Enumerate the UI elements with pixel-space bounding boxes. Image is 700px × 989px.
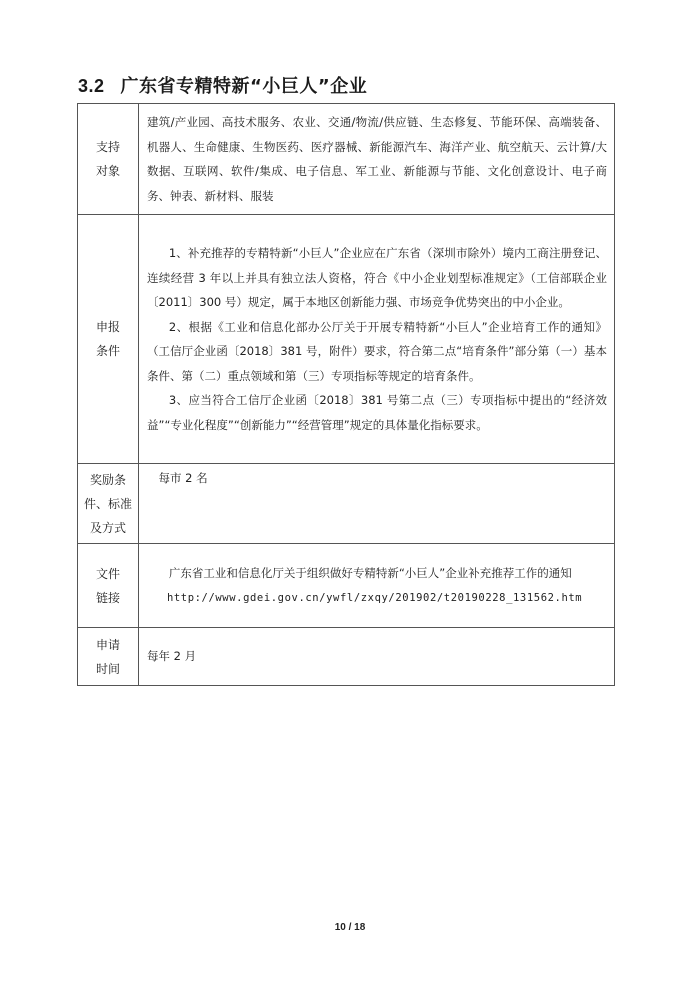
reward-text: 每市 2 名 bbox=[158, 471, 208, 485]
document-title: 广东省工业和信息化厅关于组织做好专精特新“小巨人”企业补充推荐工作的通知 bbox=[168, 566, 572, 580]
section-title: 广东省专精特新“小巨人”企业 bbox=[120, 76, 368, 97]
condition-paragraph-2: 2、根据《工业和信息化部办公厅关于开展专精特新“小巨人”企业培育工作的通知》（工信厅企业函〔2018〕381 号，附件）要求，符合第二点“培育条件”部分第（一）基本条件、第（二）重点领域和第（三）专项指标等规定的培育条件。 bbox=[147, 319, 607, 383]
label-line: 奖励条 bbox=[89, 473, 126, 487]
row-document-link bbox=[78, 544, 615, 628]
label-document-link bbox=[78, 544, 139, 628]
label-line: 申报 bbox=[95, 320, 120, 334]
row-application-time bbox=[78, 628, 615, 686]
content-reward bbox=[139, 464, 615, 544]
label-line: 链接 bbox=[95, 590, 120, 605]
label-line: 件、标准 bbox=[83, 497, 132, 511]
label-line: 申请 bbox=[95, 637, 120, 652]
content-application-time bbox=[139, 628, 615, 686]
content-conditions bbox=[139, 215, 615, 464]
label-application-time bbox=[78, 628, 139, 686]
support-targets-text: 建筑/产业园、高技术服务、农业、交通/物流/供应链、生态修复、节能环保、高端装备、机器人、生命健康、生物医药、医疗器械、新能源汽车、海洋产业、航空航天、云计算/大数据、互联网、软件/集成、电子信息、军工业、新能源与节能、文化创意设计、电子商务、钟表、新材料、服装 bbox=[147, 115, 607, 203]
label-line: 条件 bbox=[95, 344, 120, 358]
row-reward bbox=[78, 464, 615, 544]
row-conditions bbox=[78, 215, 615, 464]
condition-paragraph-3: 3、应当符合工信厅企业函〔2018〕381 号第二点（三）专项指标中提出的“经济效益”“专业化程度”“创新能力”“经营管理”规定的具体量化指标要求。 bbox=[147, 393, 607, 432]
section-number: 3.2 bbox=[78, 76, 105, 96]
label-line: 及方式 bbox=[89, 521, 126, 535]
label-reward bbox=[78, 464, 139, 544]
page-number: 10 / 18 bbox=[334, 922, 366, 933]
condition-paragraph-1: 1、补充推荐的专精特新“小巨人”企业应在广东省（深圳市除外）境内工商注册登记、连续经营 3 年以上并具有独立法人资格，符合《中小企业划型标准规定》（工信部联企业〔2011〕300 号）规定，属于本地区创新能力强、市场竞争优势突出的中小企业。 bbox=[147, 246, 607, 309]
label-line: 文件 bbox=[95, 566, 120, 581]
label-line: 时间 bbox=[95, 661, 120, 676]
label-line: 支持 bbox=[95, 140, 120, 154]
content-support-targets bbox=[139, 104, 615, 215]
content-document-link bbox=[139, 544, 615, 628]
document-url-link[interactable]: http://www.gdei.gov.cn/ywfl/zxqy/201902/t20190228_131562.htm bbox=[166, 591, 583, 604]
label-conditions bbox=[78, 215, 139, 464]
policy-info-table bbox=[77, 103, 615, 686]
application-time-text: 每年 2 月 bbox=[147, 649, 197, 664]
label-support-targets bbox=[78, 104, 139, 215]
row-support-targets bbox=[78, 104, 615, 215]
label-line: 对象 bbox=[95, 164, 120, 178]
section-heading bbox=[78, 72, 367, 98]
